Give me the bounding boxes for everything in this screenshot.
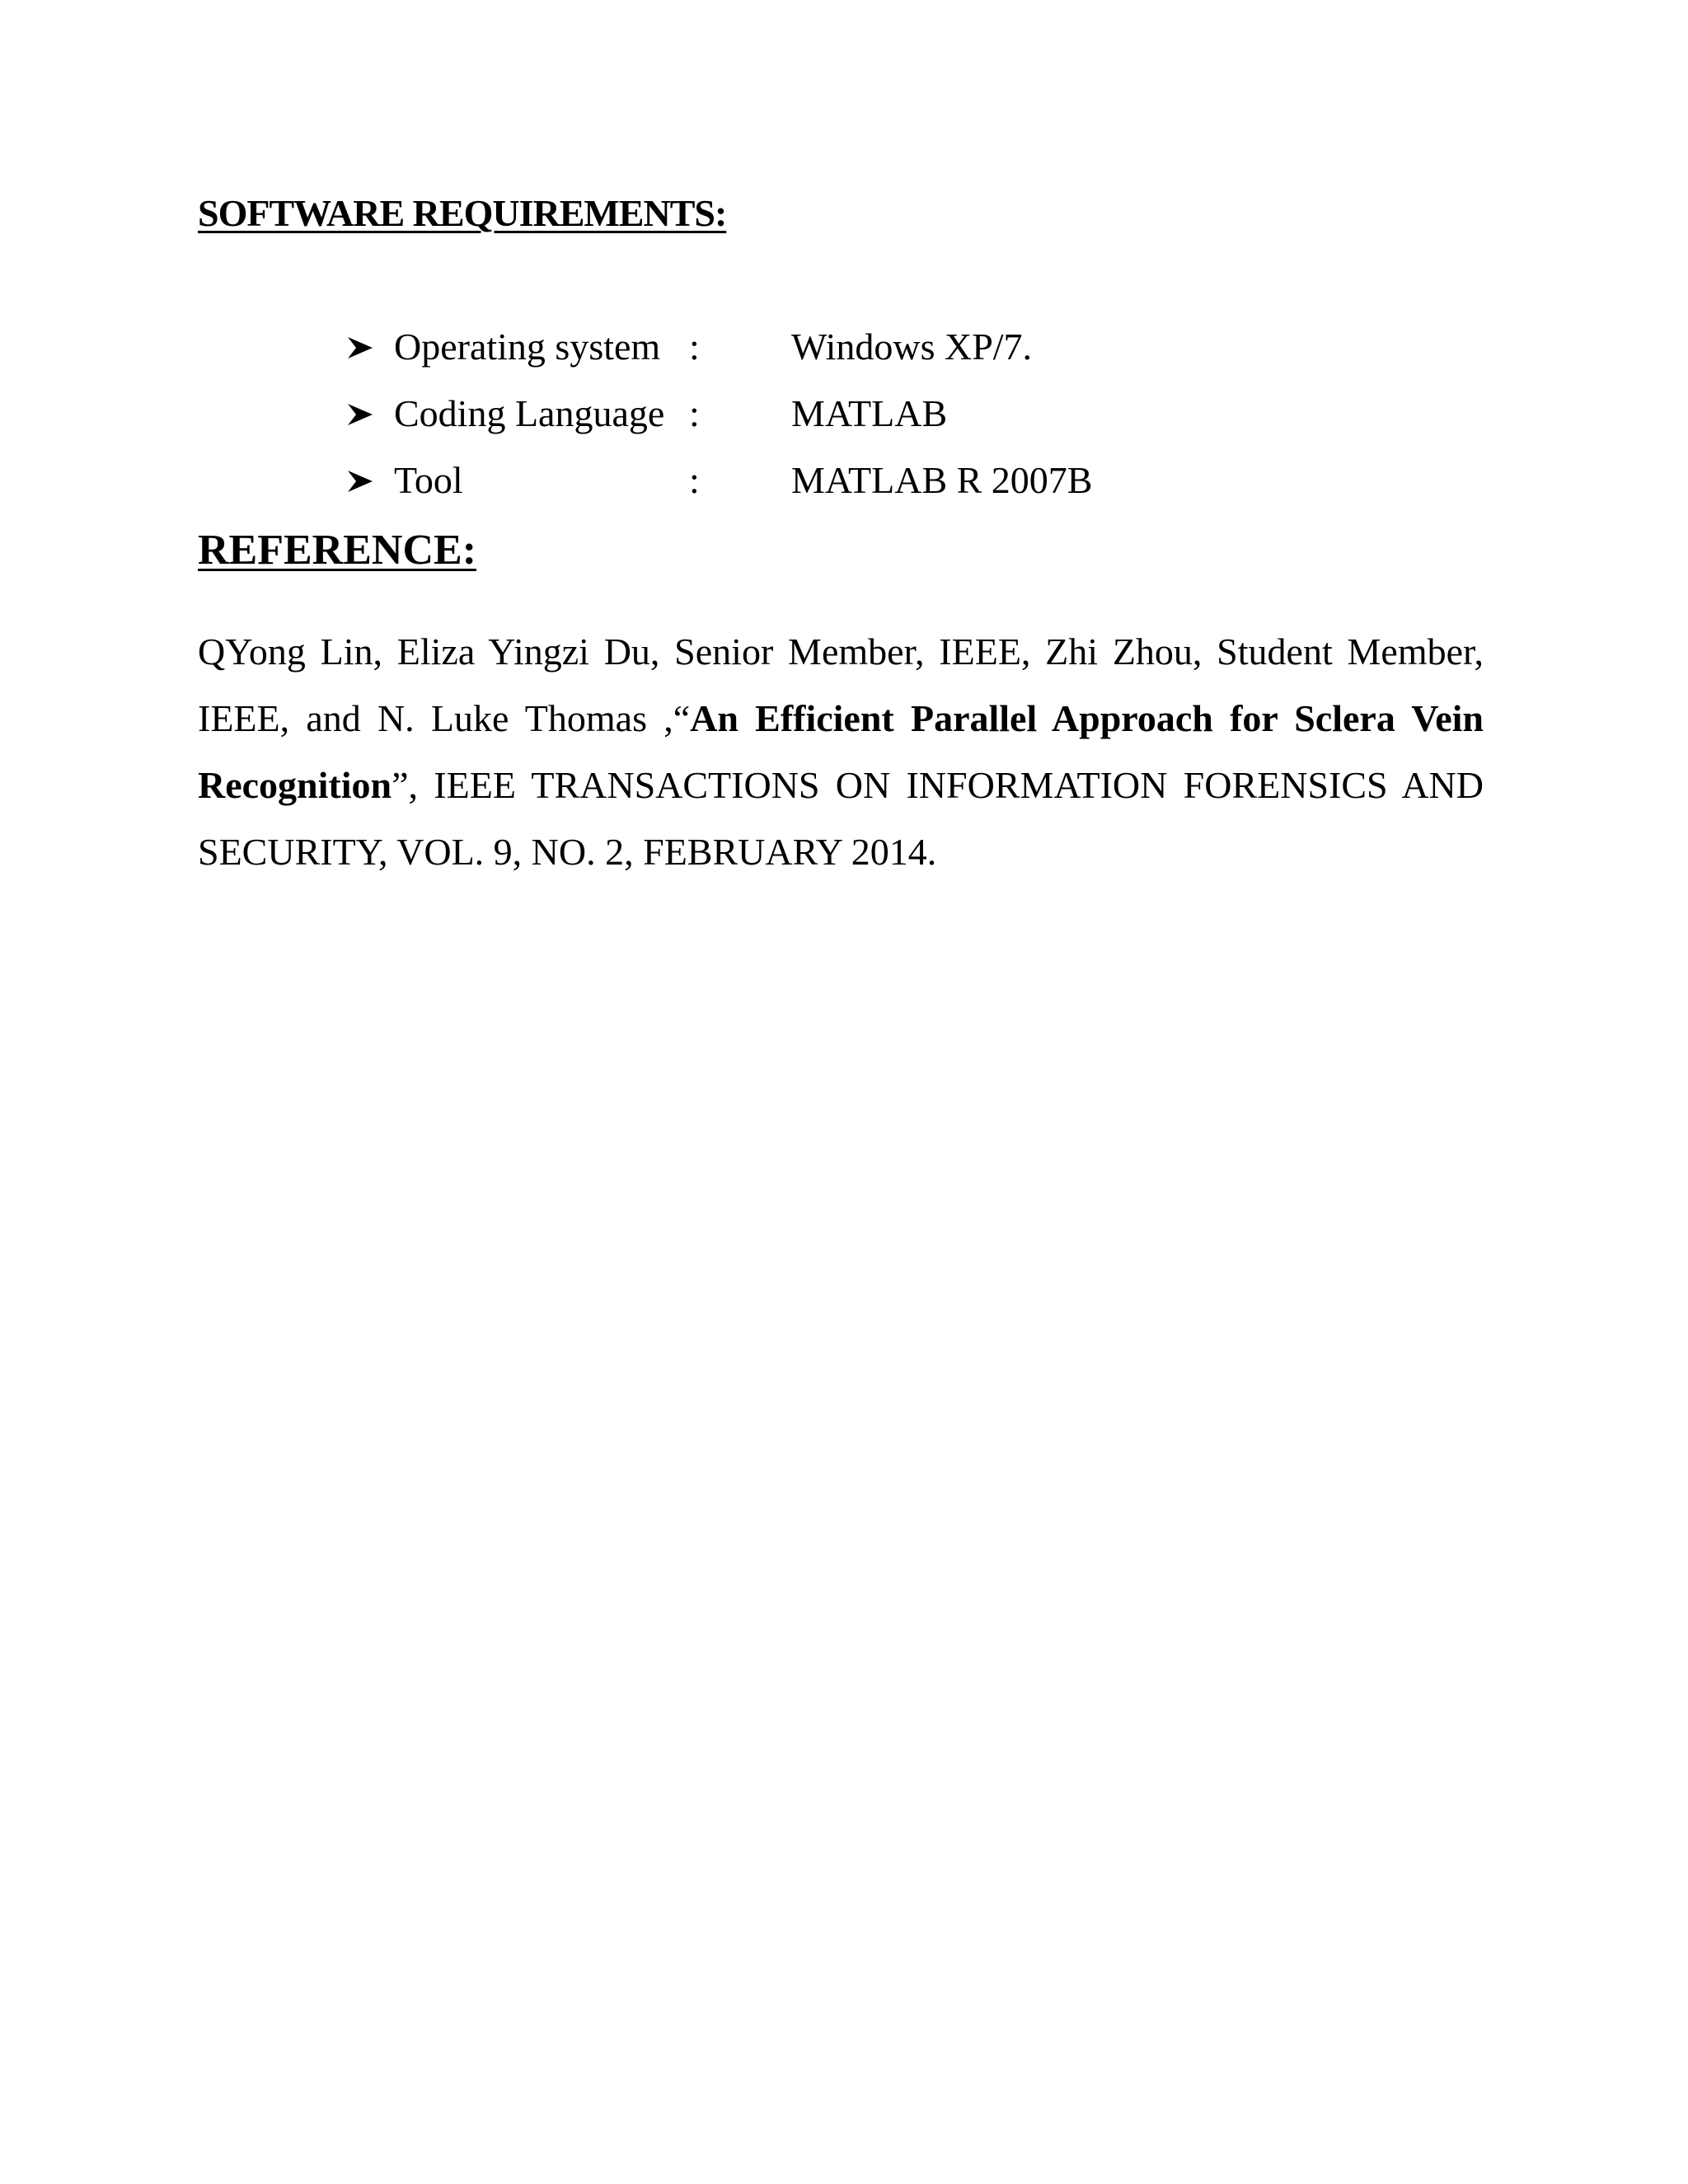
reference-heading: REFERENCE: (198, 527, 477, 574)
arrow-bullet-icon (346, 387, 379, 441)
arrow-bullet-icon (346, 453, 379, 508)
reference-close-quote: ”, (392, 764, 434, 806)
requirement-separator: : (689, 392, 700, 434)
requirement-value: MATLAB (791, 392, 948, 434)
requirement-separator: : (689, 326, 700, 368)
requirement-separator: : (689, 459, 700, 501)
requirement-value: MATLAB R 2007B (791, 459, 1093, 501)
reference-citation (198, 618, 1484, 885)
requirement-label: Coding Language (394, 392, 665, 434)
requirement-value: Windows XP/7. (791, 326, 1033, 368)
reference-title: An Efficient Parallel Approach for Sclera Vein Recognition (198, 697, 1484, 806)
reference-authors: QYong Lin, Eliza Yingzi Du, Senior Member, IEEE, Zhi Zhou, Student Member, IEEE, and N. Luke Thomas , (198, 630, 1484, 739)
reference-open-quote: “ (673, 697, 691, 739)
requirement-label: Operating system (394, 326, 661, 368)
requirement-label: Tool (394, 459, 463, 501)
arrow-bullet-icon (346, 320, 379, 374)
software-requirements-heading: SOFTWARE REQUIREMENTS: (198, 192, 727, 234)
reference-publication: IEEE TRANSACTIONS ON INFORMATION FORENSICS AND SECURITY, VOL. 9, NO. 2, FEBRUARY 2014. (198, 764, 1484, 873)
